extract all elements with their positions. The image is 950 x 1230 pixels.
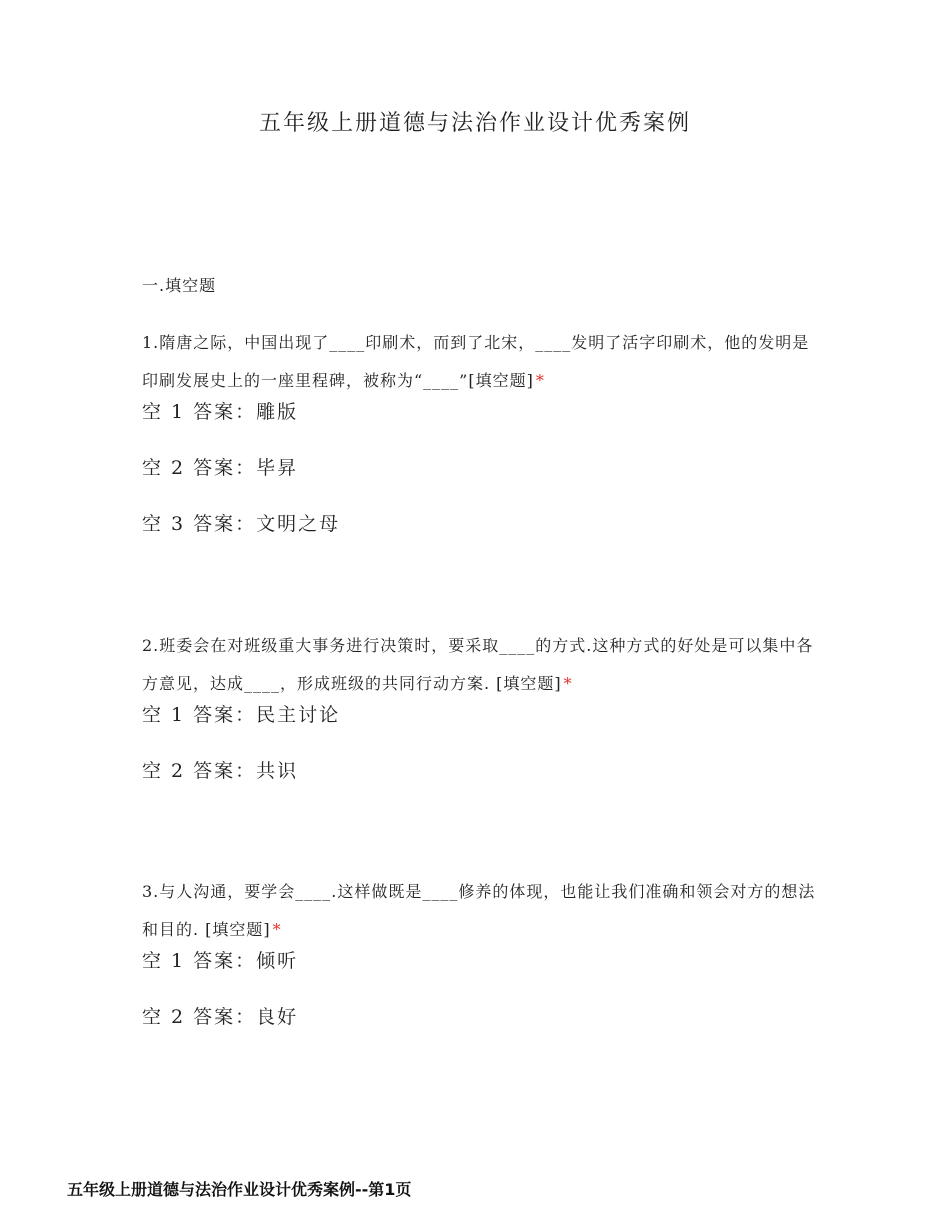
question-text — [142, 873, 822, 949]
document-title: 五年级上册道德与法治作业设计优秀案例 — [258, 111, 691, 136]
answer-1: 空 1 答案：倾听 — [142, 950, 299, 972]
required-mark: * — [535, 371, 545, 390]
question-3-text: 3.与人沟通，要学会____.这样做既是____修养的体现，也能让我们准确和领会对方的想法和目的. [填空题] — [142, 882, 816, 939]
answer-2: 空 2 答案：毕昇 — [142, 457, 299, 479]
answer-2: 空 2 答案：良好 — [142, 1006, 299, 1028]
page-footer: 五年级上册道德与法治作业设计优秀案例--第1页 — [67, 1180, 412, 1199]
required-mark: * — [563, 674, 573, 693]
answer-3: 空 3 答案：文明之母 — [142, 513, 341, 535]
question-2-text: 2.班委会在对班级重大事务进行决策时，要采取____的方式.这种方式的好处是可以集中各方意见，达成____，形成班级的共同行动方案. [填空题] — [142, 636, 814, 693]
section-heading: 一.填空题 — [142, 276, 217, 295]
required-mark: * — [272, 920, 282, 939]
answer-2: 空 2 答案：共识 — [142, 760, 299, 782]
answer-1: 空 1 答案：民主讨论 — [142, 704, 341, 726]
question-text — [142, 627, 822, 703]
question-1 — [142, 324, 822, 568]
question-text — [142, 324, 822, 400]
question-2 — [142, 627, 822, 815]
answer-1: 空 1 答案：雕版 — [142, 401, 299, 423]
question-1-text: 1.隋唐之际，中国出现了____印刷术，而到了北宋，____发明了活字印刷术，他的发明是印刷发展史上的一座里程碑，被称为“____”[填空题] — [142, 333, 810, 390]
question-3 — [142, 873, 822, 1061]
